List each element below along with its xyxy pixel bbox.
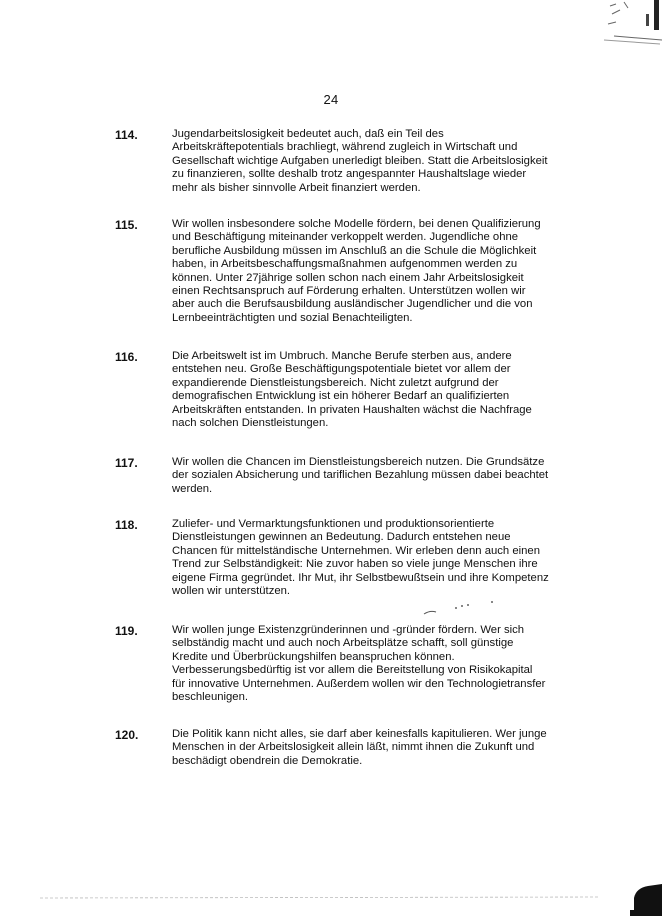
- scan-artifact-top-right: [602, 0, 662, 48]
- paragraph-120: [0, 728, 662, 770]
- paragraph-115: [0, 218, 662, 328]
- paragraph-114: [0, 128, 662, 198]
- paragraph-text: Wir wollen insbesondere solche Modelle fördern, bei denen Qualifizierung und Beschäftigung miteinander verkoppelt werden. Jugendliche ohne berufliche Ausbildung müssen im Anschluß an die Schule die Möglichkeit haben, in Arbeitsbeschaffungsmaßnahmen aufgenommen werden zu können. Unter 27jährige sollen schon nach einem Jahr Arbeitslosigkeit einen Rechtsanspruch auf Förderung erhalten. Unterstützen wollen wir aber auch die Berufsausbildung ausländischer Jugendlicher und die von Lernbeeinträchtigten und sozial Benachteiligten.: [172, 218, 541, 324]
- paragraph-number: 115.: [115, 218, 138, 232]
- paragraph-number: 117.: [115, 456, 138, 470]
- page-number: 24: [323, 92, 339, 107]
- paragraph-117: [0, 456, 662, 498]
- paragraph-text: Jugendarbeitslosigkeit bedeutet auch, daß ein Teil des Arbeitskräftepotentials brachliegt, während zugleich in Wirtschaft und Gesellschaft wichtige Aufgaben unerledigt bleiben. Statt die Arbeitslosigkeit zu finanzieren, sollte deshalb trotz angespannter Haushaltslage wieder mehr als bisher sinnvolle Arbeit finanziert werden.: [172, 128, 548, 194]
- paragraph-text: Die Arbeitswelt ist im Umbruch. Manche Berufe sterben aus, andere entstehen neu. Große Beschäftigungspotentiale bietet vor allem der expandierende Dienstleistungsbereich. Nicht zuletzt aufgrund der demografischen Entwicklung ist ein höherer Bedarf an qualifizierten Arbeitskräften entstanden. In privaten Haushalten wächst die Nachfrage nach solchen Dienstleistungen.: [172, 350, 532, 430]
- paragraph-number: 120.: [115, 728, 139, 742]
- scan-artifact-bottom-right: [614, 880, 662, 916]
- paragraph-119: [0, 624, 662, 706]
- paragraph-text: Zuliefer- und Vermarktungsfunktionen und produktionsorientierte Dienstleistungen gewinnen an Bedeutung. Dadurch entstehen neue Chancen für mittelständische Unternehmen. Wir erleben denn auch einen Trend zur Selbständigkeit: Nie zuvor haben so viele junge Menschen ihre eigene Firma gegründet. Ihr Mut, ihr Selbstbewußtsein und ihre Kompetenz wollen wir unterstützen.: [172, 518, 549, 598]
- paragraph-number: 118.: [115, 518, 138, 532]
- paragraph-number: 114.: [115, 128, 138, 142]
- paragraph-116: [0, 350, 662, 432]
- paragraph-number: 119.: [115, 624, 138, 638]
- paragraph-number: 116.: [115, 350, 138, 364]
- paragraph-text: Wir wollen die Chancen im Dienstleistungsbereich nutzen. Die Grundsätze der sozialen Absicherung und tariflichen Bezahlung müssen dabei beachtet werden.: [172, 456, 549, 495]
- paragraph-text: Die Politik kann nicht alles, sie darf aber keinesfalls kapitulieren. Wer junge Menschen in der Arbeitslosigkeit allein läßt, nimmt ihnen die Zukunft und beschädigt obendrein die Demokratie.: [172, 728, 547, 767]
- scan-artifact-bottom-line: [40, 892, 600, 902]
- paragraph-118: [0, 518, 662, 600]
- paragraph-text: Wir wollen junge Existenzgründerinnen und -gründer fördern. Wer sich selbständig macht und auch noch Arbeitsplätze schafft, soll günstige Kredite und Überbrückungshilfen beanspruchen können. Verbesserungsbedürftig ist vor allem die Bereitstellung von Risikokapital für innovative Unternehmen. Außerdem wollen wir den Technologietransfer beschleunigen.: [172, 624, 546, 704]
- scan-artifact-dots: [420, 598, 500, 618]
